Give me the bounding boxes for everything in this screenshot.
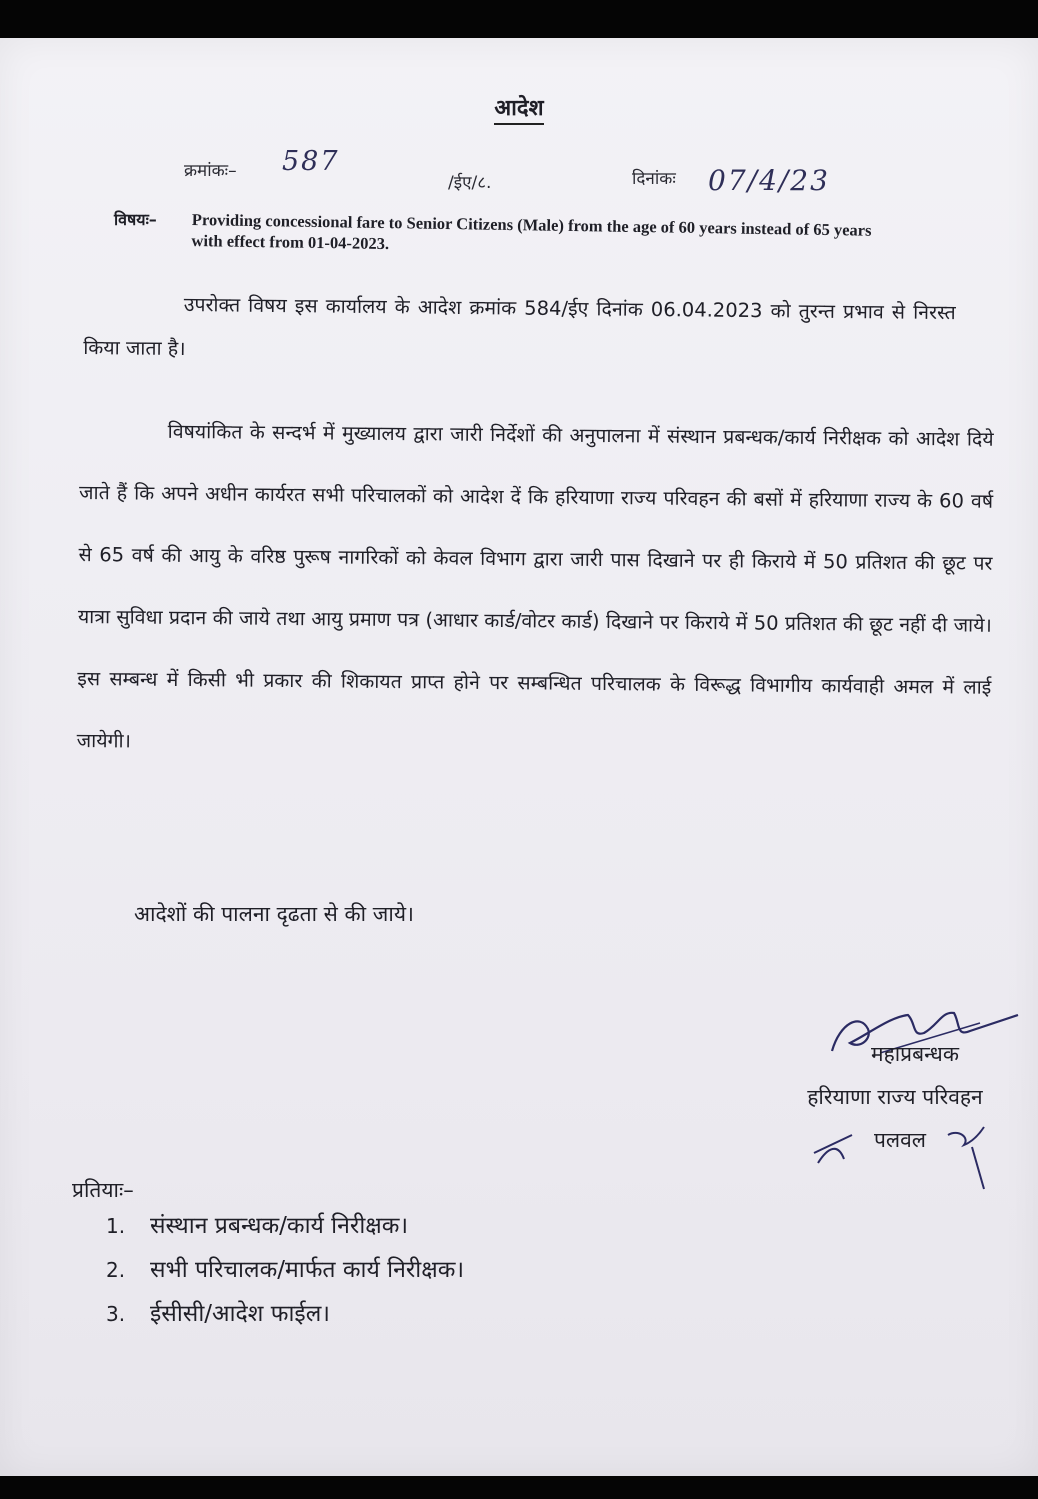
subject-text: Providing concessional fare to Senior Citizens (Male) from the age of 60 years instead of 65 years with effect from 01-04-2023.	[191, 209, 872, 254]
list-item-text: ईसीसी/आदेश फाईल।	[150, 1301, 331, 1327]
signatory-block	[760, 1033, 1030, 1162]
order-number-handwritten: 587	[282, 146, 340, 177]
date-label: दिनांकः	[632, 169, 676, 189]
list-item-text: संस्थान प्रबन्धक/कार्य निरीक्षक।	[150, 1213, 409, 1239]
list-item	[106, 1248, 464, 1292]
signatory-location: पलवल	[873, 1128, 927, 1152]
date-handwritten: 07/4/23	[708, 164, 830, 197]
signatory-organization: हरियाणा राज्य परिवहन	[807, 1085, 983, 1109]
copy-to-list	[106, 1204, 464, 1336]
paragraph-instructions: विषयांकित के सन्दर्भ में मुख्यालय द्वारा जारी निर्देशों की अनुपालना में संस्थान प्रबन्धक/कार्य निरीक्षक को आदेश दिये जाते हैं कि अपने अधीन कार्यरत सभी परिचालकों को आदेश दें कि हरियाणा राज्य परिवहन की बसों में हरियाणा राज्य के 60 वर्ष से 65 वर्ष की आयु के वरिष्ठ पुरूष नागरिकों को केवल विभाग द्वारा जारी पास दिखाने पर ही किराये में 50 प्रतिशत की छूट पर यात्रा सुविधा प्रदान की जाये तथा आयु प्रमाण पत्र (आधार कार्ड/वोटर कार्ड) दिखाने पर किराये में 50 प्रतिशत की छूट नहीं दी जाये। इस सम्बन्ध में किसी भी प्रकार की शिकायत प्राप्त होने पर सम्बन्धित परिचालक के विरूद्ध विभागीय कार्यवाही अमल में लाई जायेगी।	[76, 419, 994, 753]
paragraph-cancellation: उपरोक्त विषय इस कार्यालय के आदेश क्रमांक 584/ईए दिनांक 06.04.2023 को तुरन्त प्रभाव से निरस्त किया जाता है।	[83, 293, 956, 361]
list-item-text: सभी परिचालक/मार्फत कार्य निरीक्षक।	[150, 1257, 465, 1283]
subject-label: विषयः–	[114, 210, 157, 229]
document-title	[0, 92, 1038, 122]
list-item-number: 1.	[106, 1214, 126, 1238]
list-item	[106, 1292, 464, 1336]
list-item	[106, 1204, 464, 1248]
paragraph-compliance: आदेशों की पालना दृढता से की जाये।	[134, 902, 414, 926]
copy-to-label: प्रतियाः–	[72, 1178, 134, 1202]
order-series: /ईए/८.	[448, 173, 492, 193]
list-item-number: 3.	[106, 1302, 126, 1326]
order-number-label: क्रमांकः–	[184, 161, 237, 181]
document-title-text: आदेश	[494, 96, 543, 125]
order-document	[0, 38, 1038, 1476]
signatory-designation: महाप्रबन्धक	[871, 1042, 959, 1066]
list-item-number: 2.	[106, 1258, 126, 1282]
